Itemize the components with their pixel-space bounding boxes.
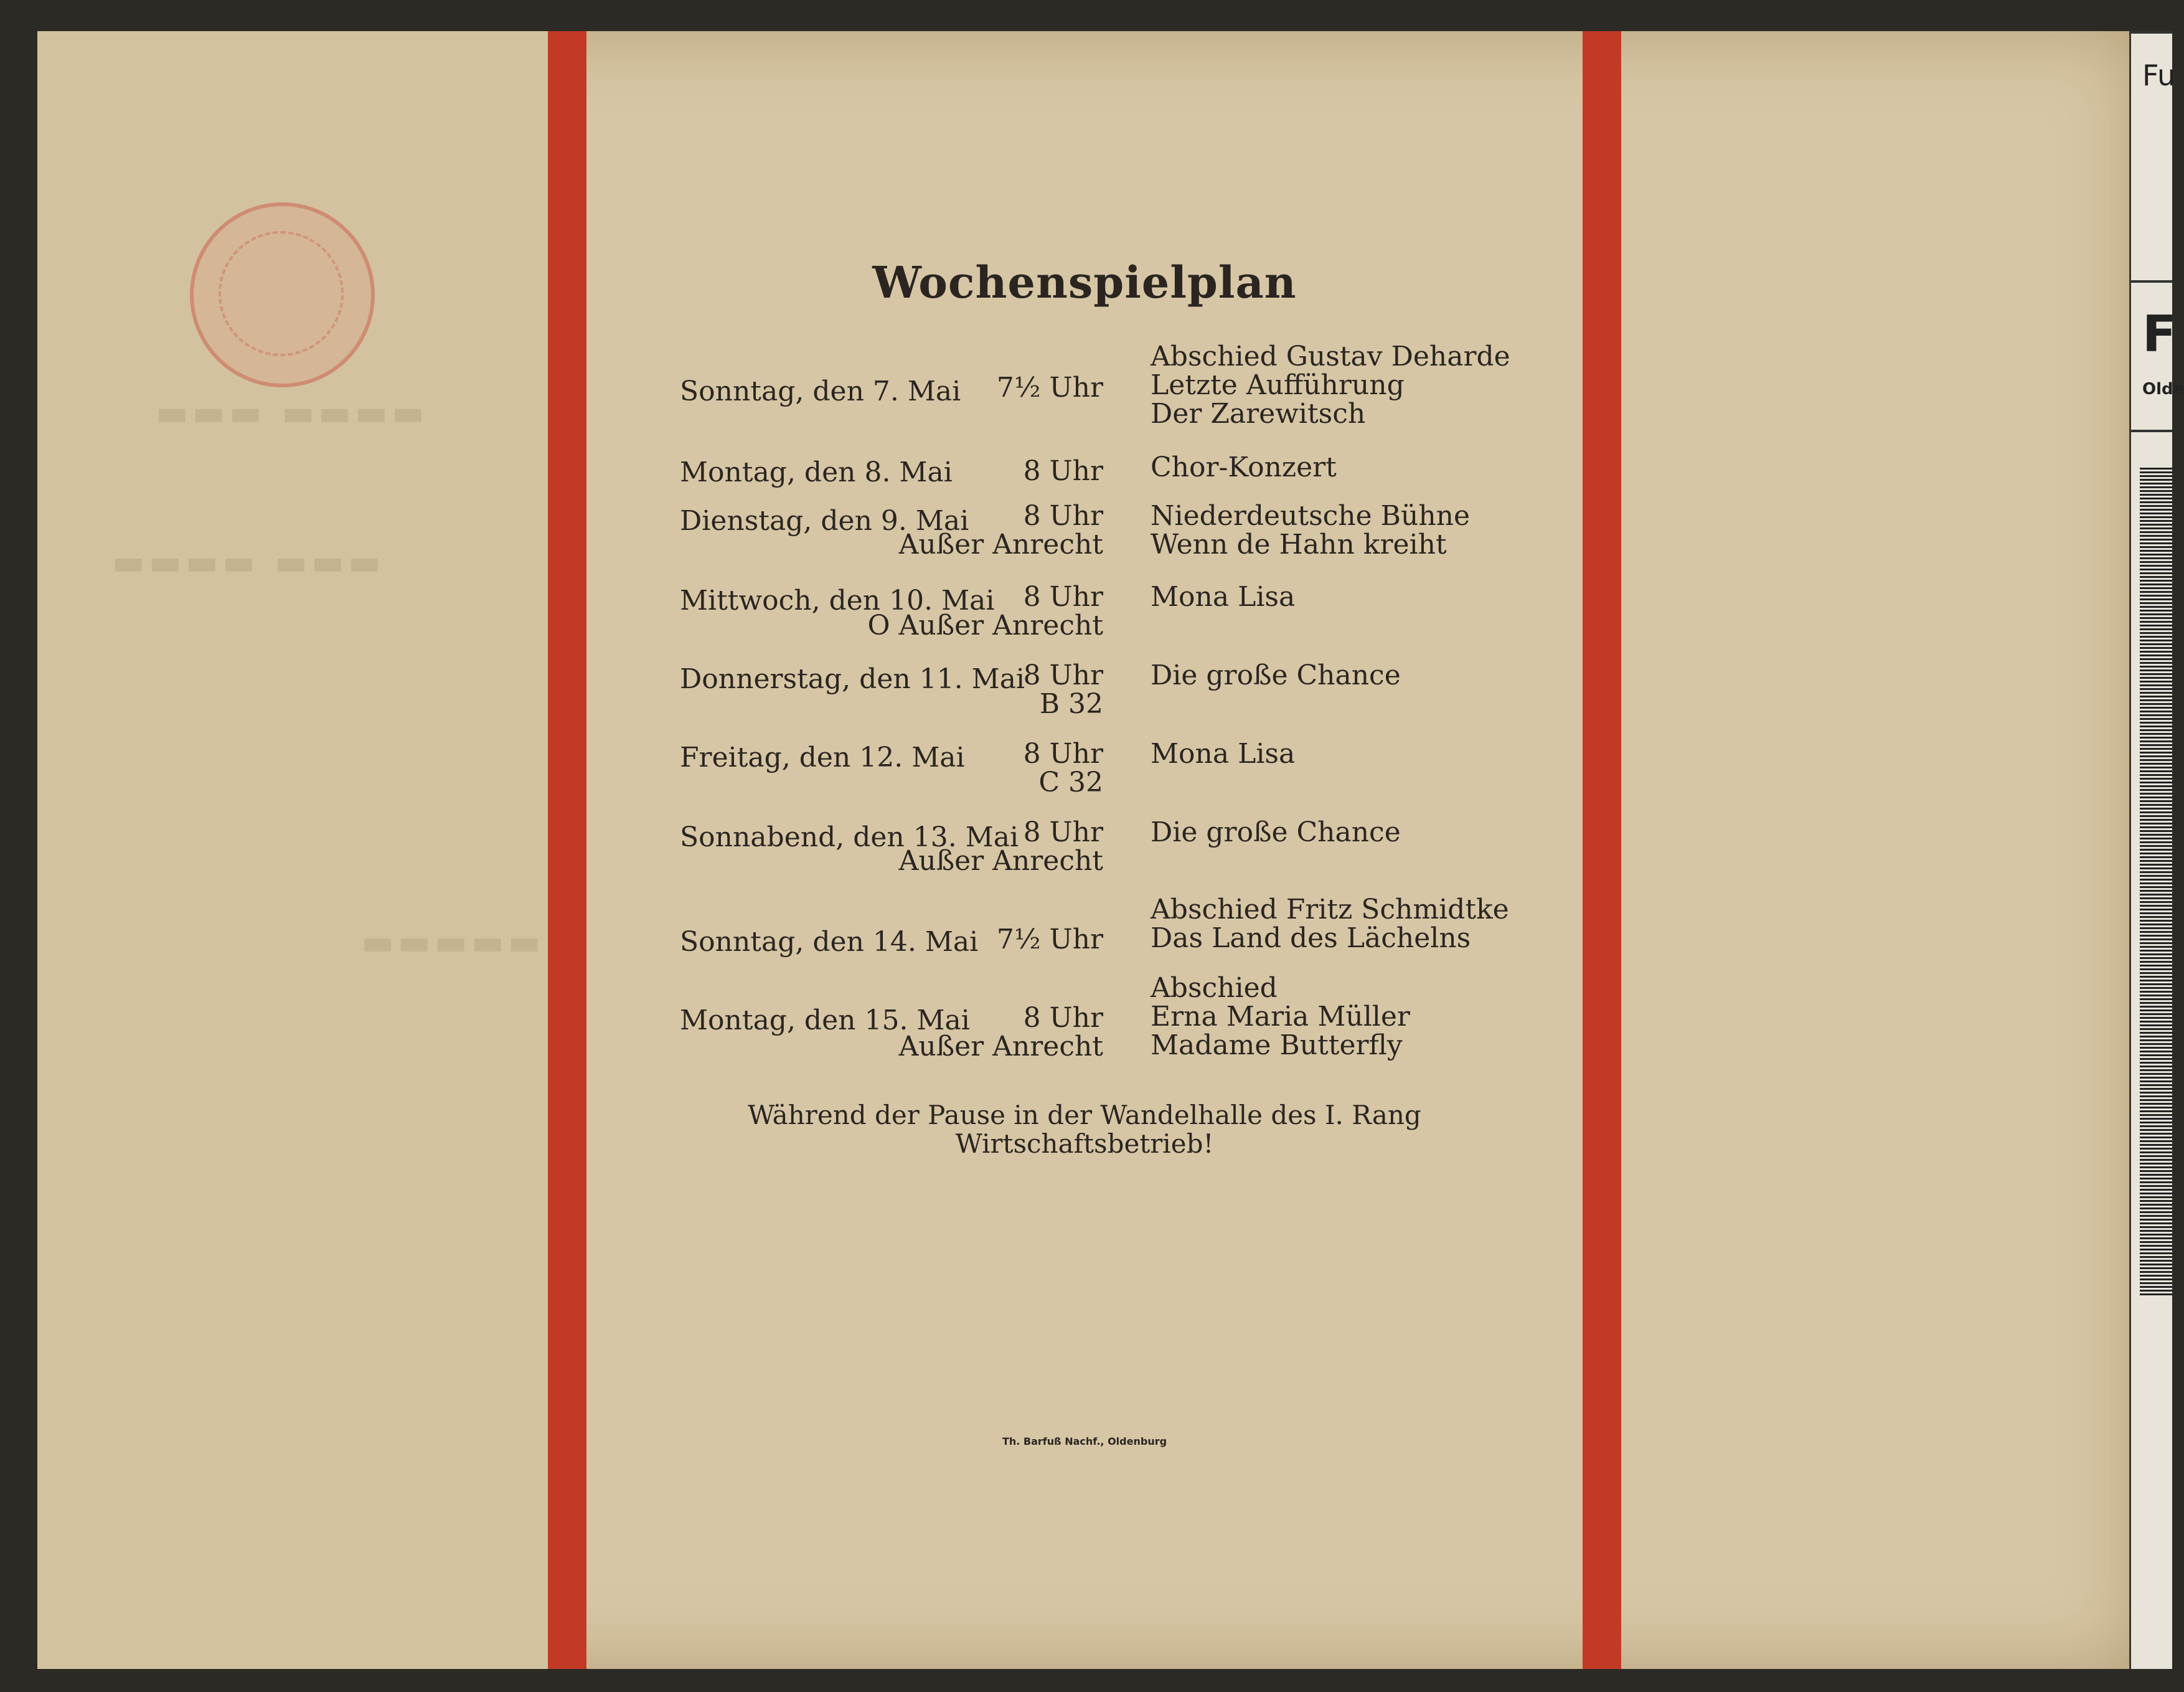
time-label: 8 Uhr [1023,455,1103,487]
program-line: Die große Chance [1151,816,1401,848]
program-line: Niederdeutsche Bühne [1151,500,1471,532]
program-line: Mona Lisa [1151,581,1296,613]
day-label: Montag, den 8. Mai [680,456,953,488]
day-label: Freitag, den 12. Mai [680,742,965,773]
red-seal-stamp [190,202,375,387]
time-label: 8 Uhr [1023,816,1103,848]
day-label: Sonnabend, den 13. Mai [680,821,1019,853]
show-through-text: ▬▬▬ ▬▬▬▬ [156,392,428,433]
time-label: 8 Uhr [1023,1002,1103,1034]
program-line: Madame Butterfly [1151,1029,1403,1061]
subscription-label: C 32 [1038,767,1103,798]
adjacent-page-edge [2129,31,2184,1669]
adjacent-page-heading: F [2142,305,2177,363]
page-title: Wochenspielplan [872,257,1297,308]
weekly-schedule-page [586,31,1583,1669]
red-stripe-right [1583,31,1621,1669]
day-label: Dienstag, den 9. Mai [680,505,969,537]
note-line: Wirtschaftsbetrieb! [955,1128,1214,1159]
day-label: Sonntag, den 14. Mai [680,926,979,958]
program-line: Letzte Aufführung [1151,369,1405,401]
program-line: Abschied [1151,972,1278,1004]
hatched-block [2140,467,2172,1295]
program-line: Wenn de Hahn kreiht [1151,529,1447,560]
program-line: Erna Maria Müller [1151,1001,1410,1033]
subscription-label: Außer Anrecht [898,845,1103,877]
adjacent-page-subtext: Olde [2142,380,2184,399]
time-label: 8 Uhr [1023,581,1103,613]
program-line: Das Land des Lächelns [1151,922,1471,954]
adjacent-page-text: Fu [2142,59,2176,92]
day-label: Montag, den 15. Mai [680,1004,970,1036]
intermission-note [586,1101,1583,1158]
time-label: 8 Uhr [1023,738,1103,770]
day-label: Mittwoch, den 10. Mai [680,585,995,617]
program-line: Der Zarewitsch [1151,398,1366,430]
day-label: Sonntag, den 7. Mai [680,376,961,407]
printer-imprint: Th. Barfuß Nachf., Oldenburg [1002,1435,1167,1447]
time-label: 7½ Uhr [996,372,1103,404]
subscription-label: O Außer Anrecht [867,610,1103,641]
time-label: 8 Uhr [1023,500,1103,532]
program-line: Die große Chance [1151,659,1401,691]
program-line: Chor-Konzert [1151,451,1337,483]
program-line: Mona Lisa [1151,738,1296,770]
day-label: Donnerstag, den 11. Mai [680,663,1025,695]
program-line: Abschied Gustav Deharde [1151,341,1510,372]
subscription-label: Außer Anrecht [898,1031,1103,1062]
show-through-text: ▬▬▬▬▬ [361,922,545,963]
time-label: 8 Uhr [1023,659,1103,691]
note-line: Während der Pause in der Wandelhalle des I. Rang [748,1100,1421,1130]
show-through-text: ▬▬▬▬ ▬▬▬ [112,542,385,583]
subscription-label: Außer Anrecht [898,529,1103,560]
red-stripe-left [548,31,586,1669]
subscription-label: B 32 [1039,688,1103,720]
time-label: 7½ Uhr [996,924,1103,955]
program-line: Abschied Fritz Schmidtke [1151,894,1509,925]
